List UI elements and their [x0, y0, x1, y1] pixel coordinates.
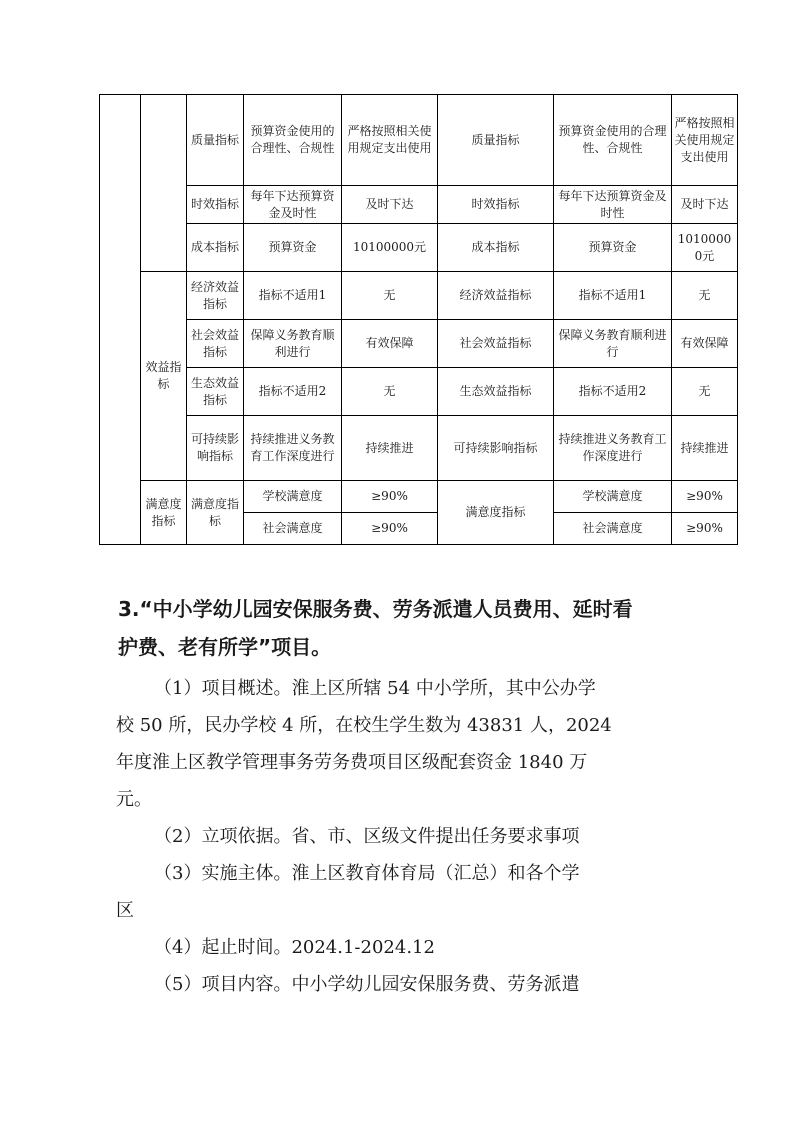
table-cell: 社会满意度: [554, 513, 672, 545]
paragraph-content: [116, 966, 678, 1003]
table-cell: 无: [672, 368, 738, 416]
table-cell: 成本指标: [438, 224, 554, 272]
paragraph-line: 年度淮上区教学管理事务劳务费项目区级配套资金 1840 万: [116, 752, 588, 773]
paragraph-basis: [116, 818, 678, 855]
paragraph-line: 区: [116, 900, 134, 921]
table-row: [100, 272, 738, 320]
table-cell: 学校满意度: [554, 481, 672, 513]
table-cell: ≥90%: [672, 481, 738, 513]
table-cell: 严格按照相关使用规定支出使用: [342, 95, 438, 186]
table-cell: 有效保障: [672, 320, 738, 368]
table-cell: 及时下达: [672, 186, 738, 224]
paragraph-line: （1）项目概述。淮上区所辖 54 中小学所，其中公办学: [154, 678, 596, 699]
table-cell: 学校满意度: [244, 481, 342, 513]
table-cell: 10100000元: [342, 224, 438, 272]
paragraph-line: （3）实施主体。淮上区教育体育局（汇总）和各个学: [154, 863, 580, 884]
table-cell: 生态效益指标: [187, 368, 244, 416]
paragraph-line: （5）项目内容。中小学幼儿园安保服务费、劳务派遣: [154, 974, 580, 995]
table-cell: 指标不适用1: [244, 272, 342, 320]
table-cell: 严格按照相关使用规定支出使用: [672, 95, 738, 186]
table-cell: 预算资金: [244, 224, 342, 272]
table-cell: 每年下达预算资金及时性: [554, 186, 672, 224]
paragraph-period: [116, 929, 678, 966]
table-cell: 保障义务教育顺利进行: [244, 320, 342, 368]
paragraph-line: 校 50 所，民办学校 4 所，在校生学生数为 43831 人，2024: [116, 715, 612, 736]
table-cell: ≥90%: [672, 513, 738, 545]
table-cell: ≥90%: [342, 513, 438, 545]
table-cell: 有效保障: [342, 320, 438, 368]
table-cell: 可持续影响指标: [438, 416, 554, 481]
table-cell: 无: [672, 272, 738, 320]
table-cell: 持续推进义务教育工作深度进行: [244, 416, 342, 481]
table-cell-category: 满意度指标: [141, 481, 187, 545]
table-row: [100, 368, 738, 416]
table-row: [100, 416, 738, 481]
table-cell: 质量指标: [187, 95, 244, 186]
table-cell: 满意度指标: [438, 481, 554, 545]
section-heading: [118, 596, 678, 661]
table-cell: 预算资金使用的合理性、合规性: [554, 95, 672, 186]
table-cell: 10100000元: [672, 224, 738, 272]
table-cell: 及时下达: [342, 186, 438, 224]
paragraph-line: （4）起止时间。2024.1-2024.12: [154, 937, 435, 958]
table-cell: ≥90%: [342, 481, 438, 513]
table-cell: 质量指标: [438, 95, 554, 186]
heading-line: 护费、老有所学”项目。: [118, 635, 332, 659]
table-cell: 持续推进: [672, 416, 738, 481]
paragraph-implementer: [116, 855, 678, 929]
table-cell: 时效指标: [438, 186, 554, 224]
table-cell: 生态效益指标: [438, 368, 554, 416]
table-cell-category: 效益指标: [141, 272, 187, 481]
table-cell: 预算资金: [554, 224, 672, 272]
table-row: [100, 320, 738, 368]
table-cell: 经济效益指标: [438, 272, 554, 320]
performance-indicator-table: [99, 94, 738, 545]
table-cell: 每年下达预算资金及时性: [244, 186, 342, 224]
table-cell: 满意度指标: [187, 481, 244, 545]
table-cell: 社会效益指标: [438, 320, 554, 368]
paragraph-overview: [116, 670, 678, 818]
table-cell: 社会满意度: [244, 513, 342, 545]
table-cell: 指标不适用1: [554, 272, 672, 320]
table-cell: 保障义务教育顺利进行: [554, 320, 672, 368]
table-cell: 社会效益指标: [187, 320, 244, 368]
table-cell: 时效指标: [187, 186, 244, 224]
table-cell: 预算资金使用的合理性、合规性: [244, 95, 342, 186]
paragraph-line: 元。: [116, 789, 152, 810]
table-row: [100, 224, 738, 272]
table-cell: 无: [342, 368, 438, 416]
table-cell: 可持续影响指标: [187, 416, 244, 481]
table-cell: 经济效益指标: [187, 272, 244, 320]
table-cell: 无: [342, 272, 438, 320]
table-cell-empty: [141, 95, 187, 272]
table-row: [100, 481, 738, 513]
table-cell: 指标不适用2: [554, 368, 672, 416]
heading-line: 3.“中小学幼儿园安保服务费、劳务派遣人员费用、延时看: [118, 597, 633, 621]
table-cell: 持续推进义务教育工作深度进行: [554, 416, 672, 481]
table-cell-empty: [100, 95, 141, 545]
table-cell: 持续推进: [342, 416, 438, 481]
table-cell: 指标不适用2: [244, 368, 342, 416]
table-row: [100, 95, 738, 186]
table-row: [100, 186, 738, 224]
paragraph-line: （2）立项依据。省、市、区级文件提出任务要求事项: [154, 826, 580, 847]
table-cell: 成本指标: [187, 224, 244, 272]
